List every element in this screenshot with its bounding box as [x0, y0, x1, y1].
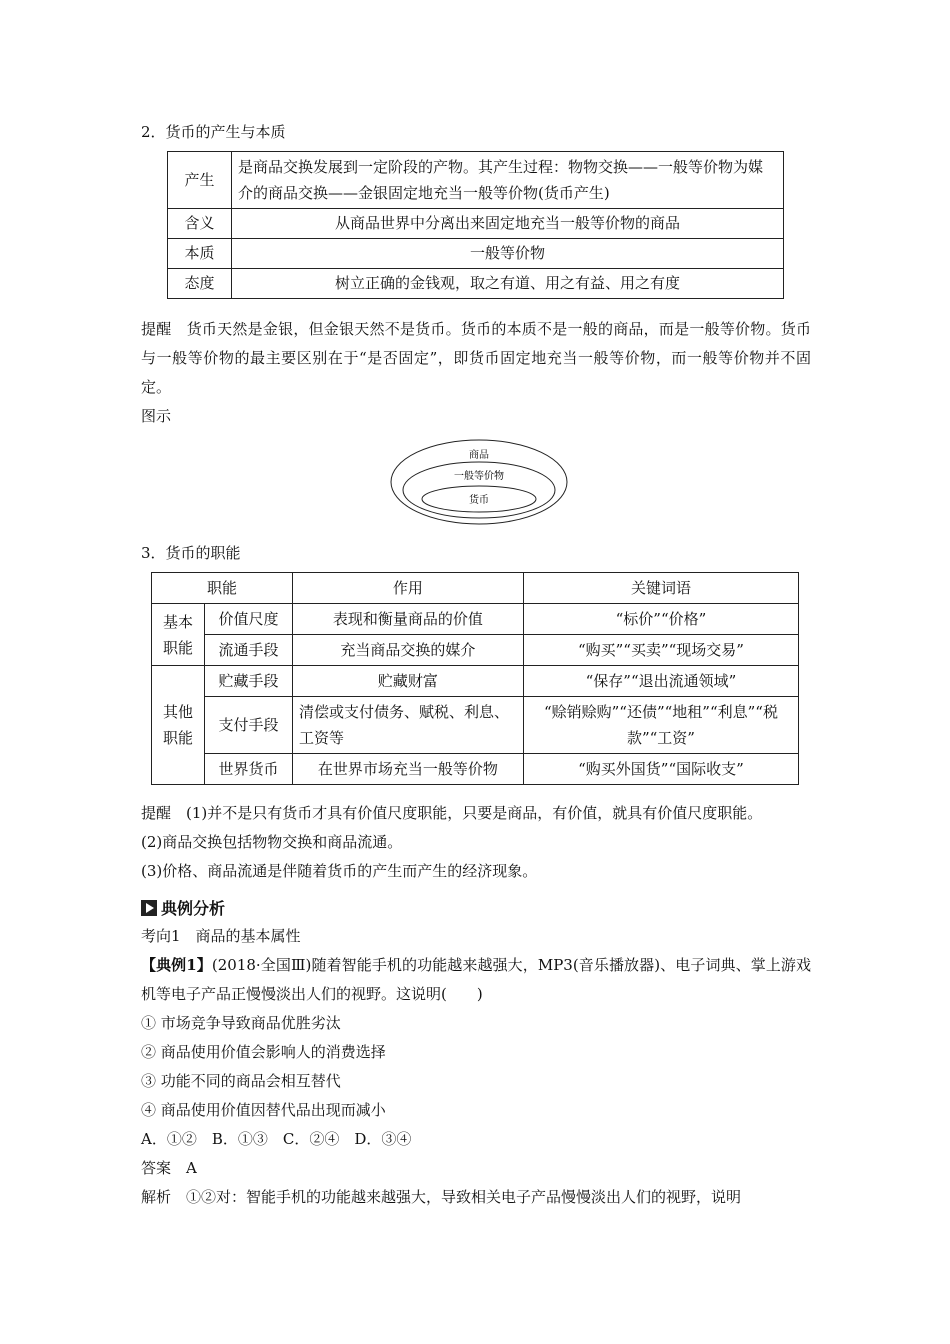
section3-tip-2: (2)商品交换包括物物交换和商品流通。: [141, 833, 403, 851]
option-4: ④ 商品使用价值因替代品出现而减小: [141, 1101, 386, 1119]
header-keywords: 关键词语: [523, 573, 798, 604]
function-name: 价值尺度: [205, 604, 293, 635]
money-diagram: [141, 431, 811, 539]
row-label-attitude: 态度: [168, 269, 232, 299]
outer-label: 商品: [469, 450, 489, 461]
function-name: 贮藏手段: [205, 666, 293, 697]
middle-label: 一般等价物: [454, 471, 504, 482]
row-text-origin: 是商品交换发展到一定阶段的产物。其产生过程：物物交换——一般等价物为媒介的商品交换——金银固定地充当一般等价物(货币产生): [232, 152, 784, 209]
function-keywords: “购买”“买卖”“现场交易”: [523, 635, 798, 666]
function-keywords: “保存”“退出流通领域”: [523, 666, 798, 697]
function-keywords: “标价”“价格”: [523, 604, 798, 635]
analysis: 解析 ①②对：智能手机的功能越来越强大，导致相关电子产品慢慢淡出人们的视野，说明: [141, 1188, 742, 1206]
row-label-origin: 产生: [168, 152, 232, 209]
inner-label: 货币: [469, 495, 489, 506]
function-role: 表现和衡量商品的价值: [292, 604, 523, 635]
function-name: 支付手段: [205, 697, 293, 754]
option-2: ② 商品使用价值会影响人的消费选择: [141, 1043, 386, 1061]
play-triangle-icon: [141, 900, 157, 916]
function-role: 贮藏财富: [292, 666, 523, 697]
figure-label: 图示: [141, 407, 172, 425]
example-section-title: 典例分析: [161, 899, 226, 918]
option-3: ③ 功能不同的商品会相互替代: [141, 1072, 341, 1090]
function-role: 充当商品交换的媒介: [292, 635, 523, 666]
section2-tip: 提醒 货币天然是金银，但金银天然不是货币。货币的本质不是一般的商品，而是一般等价物。货币与一般等价物的最主要区别在于“是否固定”，即货币固定地充当一般等价物，而一般等价物并不固定。: [141, 320, 811, 396]
row-label-essence: 本质: [168, 239, 232, 269]
section3-title: 3．货币的职能: [141, 544, 241, 562]
example-question: (2018·全国Ⅲ)随着智能手机的功能越来越强大，MP3(音乐播放器)、电子词典、掌上游戏机等电子产品正慢慢淡出人们的视野。这说明( ): [141, 956, 811, 1003]
section3-tip-3: (3)价格、商品流通是伴随着货币的产生而产生的经济现象。: [141, 862, 538, 880]
document-page: [141, 118, 811, 1212]
example-tag: 【典例1】: [141, 956, 212, 974]
function-role: 清偿或支付债务、赋税、利息、工资等: [292, 697, 523, 754]
function-keywords: “赊销赊购”“还债”“地租”“利息”“税款”“工资”: [523, 697, 798, 754]
section3-tip-1: 提醒 (1)并不是只有货币才具有价值尺度职能，只要是商品，有价值，就具有价值尺度职能。: [141, 804, 763, 822]
option-1: ① 市场竞争导致商品优胜劣汰: [141, 1014, 341, 1032]
row-label-meaning: 含义: [168, 209, 232, 239]
row-text-attitude: 树立正确的金钱观，取之有道、用之有益、用之有度: [232, 269, 784, 299]
nested-ellipses-diagram: [389, 437, 569, 527]
money-origin-table: [167, 151, 784, 299]
group-basic: 基本职能: [152, 604, 205, 666]
function-name: 世界货币: [205, 754, 293, 785]
function-name: 流通手段: [205, 635, 293, 666]
header-function: 职能: [152, 573, 293, 604]
function-role: 在世界市场充当一般等价物: [292, 754, 523, 785]
section2-title: 2．货币的产生与本质: [141, 123, 286, 141]
header-role: 作用: [292, 573, 523, 604]
answer-choices: A．①② B．①③ C．②④ D．③④: [141, 1130, 412, 1148]
money-function-table: [151, 572, 799, 785]
row-text-meaning: 从商品世界中分离出来固定地充当一般等价物的商品: [232, 209, 784, 239]
answer: 答案 A: [141, 1159, 197, 1177]
example-question-block: [141, 951, 811, 1009]
group-other: 其他职能: [152, 666, 205, 785]
function-keywords: “购买外国货”“国际收支”: [523, 754, 798, 785]
row-text-essence: 一般等价物: [232, 239, 784, 269]
example-direction: 考向1 商品的基本属性: [141, 927, 301, 945]
example-section-header: [141, 896, 811, 922]
